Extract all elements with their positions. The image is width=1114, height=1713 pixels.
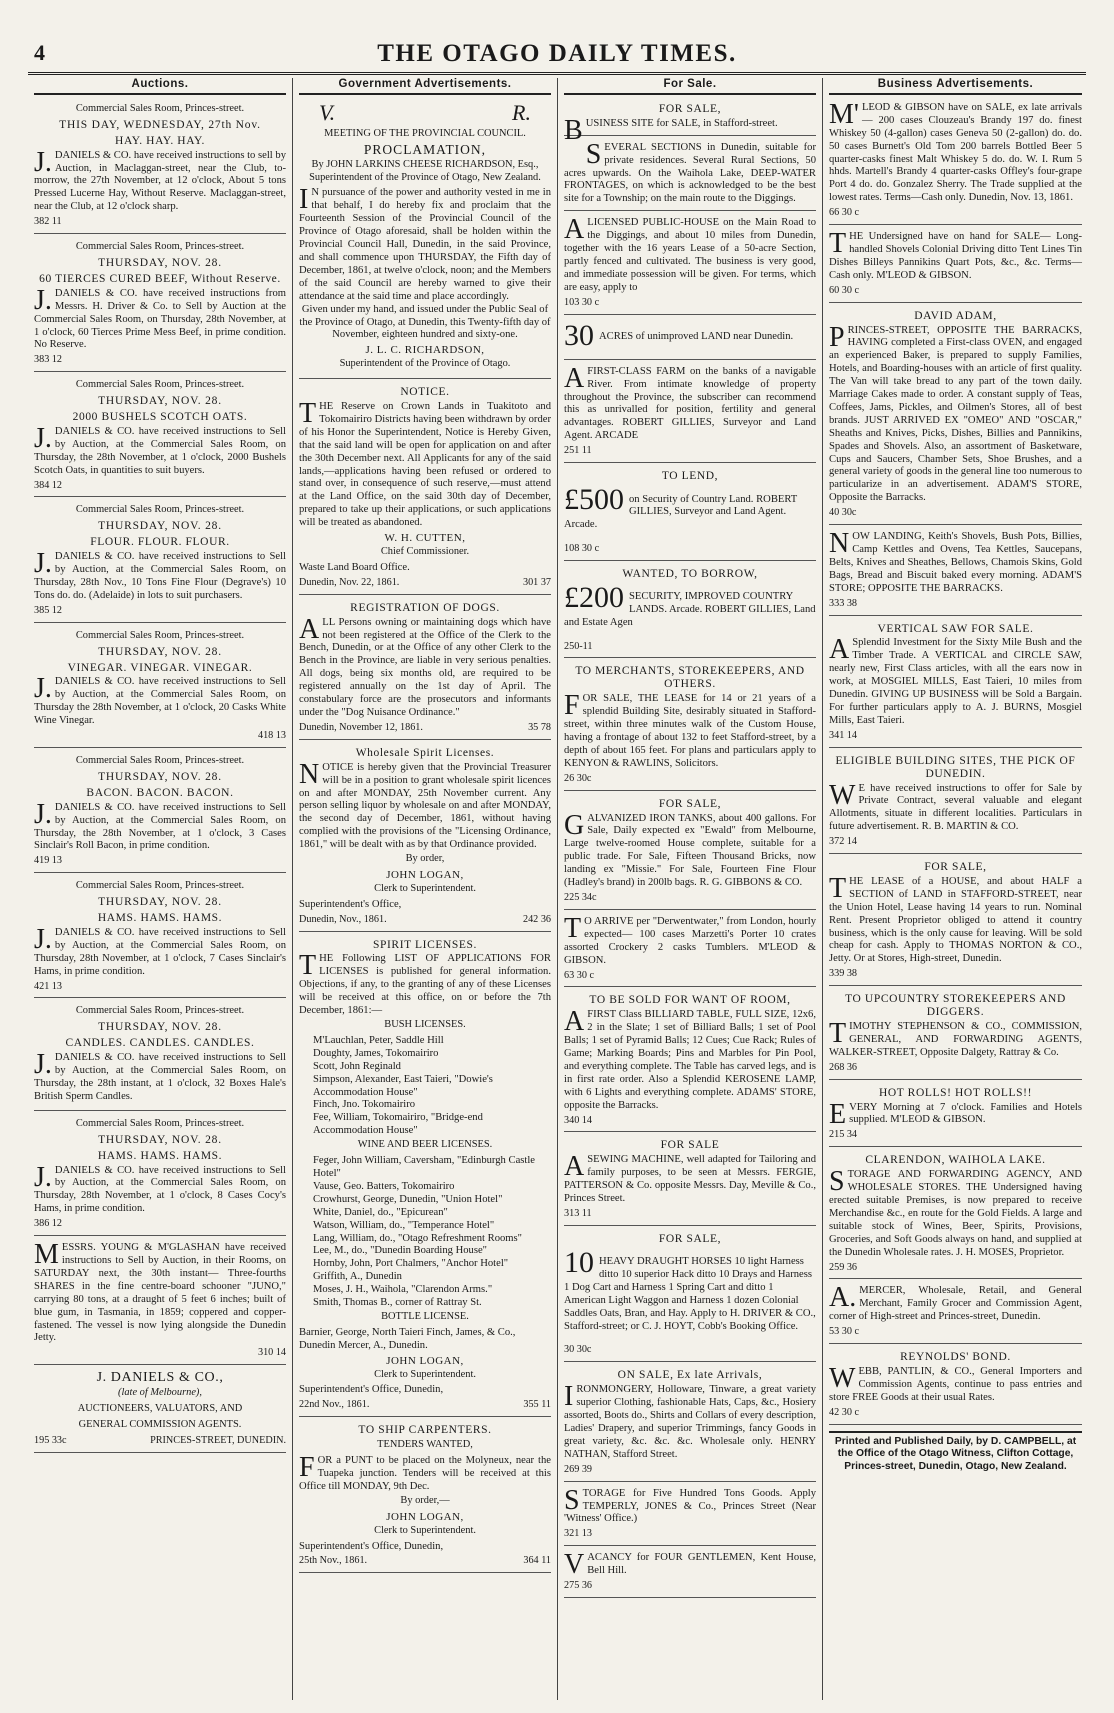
advertisement bbox=[564, 139, 816, 212]
ad-ref: 42 30 c bbox=[829, 1406, 859, 1418]
ad-ref-row bbox=[564, 297, 816, 310]
advertisement bbox=[564, 913, 816, 988]
ad-signature: W. H. CUTTEN, bbox=[384, 532, 466, 545]
ad-title: NOTICE. bbox=[400, 386, 450, 399]
advertisement bbox=[829, 1083, 1082, 1148]
wine-license-item: Griffith, A., Dunedin bbox=[313, 1271, 402, 1283]
advertisement bbox=[829, 99, 1082, 225]
bush-licenses-list bbox=[313, 1035, 551, 1138]
advertisement bbox=[564, 466, 816, 561]
wine-license-item: Moses, J. H., Waihola, "Clarendon Arms." bbox=[313, 1284, 493, 1296]
ad-big-figure: 30 bbox=[564, 318, 594, 352]
advertisement bbox=[829, 528, 1082, 615]
ad-big-figure: £200 bbox=[564, 580, 624, 614]
ad-body: VACANCY for FOUR GENTLEMEN, Kent House, Bell Hill. bbox=[564, 1549, 816, 1581]
ad-date: THURSDAY, NOV. 28. bbox=[98, 256, 222, 269]
ad-line: GENERAL COMMISSION AGENTS. bbox=[78, 1418, 242, 1430]
column-header: For Sale. bbox=[564, 78, 816, 95]
ad-ref-row bbox=[34, 605, 286, 618]
ad-date: THURSDAY, NOV. 28. bbox=[98, 770, 222, 783]
ad-date: THURSDAY, NOV. 28. bbox=[98, 395, 222, 408]
column-header: Auctions. bbox=[34, 78, 286, 95]
ad-ref-row bbox=[34, 216, 286, 229]
ad-title: TO LEND, bbox=[661, 470, 719, 483]
ad-title: ON SALE, Ex late Arrivals, bbox=[617, 1369, 763, 1382]
advertisement bbox=[564, 214, 816, 314]
ad-ref-row bbox=[564, 892, 816, 905]
ad-body: THE Undersigned have on hand for SALE— Long-handled Shovels Colonial Driving ditto Tent Lines Tin Dishes Billeys Pannikins Quart Pots, &c., &c. Terms—Cash only. M'LEOD & GIBSON. bbox=[829, 228, 1082, 281]
ad-signature-title: Clerk to Superintendent. bbox=[374, 882, 476, 894]
ad-big-figure: 10 bbox=[564, 1245, 594, 1279]
ad-ref: 195 33c bbox=[34, 1434, 67, 1446]
ad-body: NOTICE is hereby given that the Provincial Treasurer will be in a position to grant wholesale spirit licences on and after MONDAY, 25th November current. Any person selling liquor by wholesale on and after MONDAY, the second day of December, 1861, without having complied with the provisions of the "Licensing Ordinance, 1861," will be dealt with as by that Ordinance provided. bbox=[299, 758, 551, 851]
ad-ref-row bbox=[829, 507, 1082, 520]
ad-by: By order, bbox=[405, 853, 445, 865]
ad-body: TO ARRIVE per "Derwentwater," from London, hourly expected— 100 cases Marzetti's Porter 10 crates assorted Crockery 2 casks Tumblers. M'LEOD & GIBSON. bbox=[564, 912, 816, 966]
ad-ref-row bbox=[564, 773, 816, 786]
ad-ref: 313 11 bbox=[564, 1208, 592, 1219]
ad-by: By JOHN LARKINS CHEESE RICHARDSON, Esq., Superintendent of the Province of Otago, New Zealand. bbox=[309, 158, 541, 183]
ad-title: REYNOLDS' BOND. bbox=[900, 1351, 1011, 1364]
auction-ad bbox=[34, 1114, 286, 1236]
advertisement bbox=[829, 228, 1082, 303]
ad-body: ASplendid Investment for the Sixty Mile Bush and the Timber Trade. A VERTICAL and CIRCLE SAW, nearly new, First Class articles, with all the ears now in work, at MOSGIEL MILLS, East Taieri, 10 miles from Dunedin. GIVING UP BUSINESS will be Sold a Bargain. For further particulars apply to A. J. BURNS, Mosgiel Mills, East Taieri. bbox=[829, 634, 1082, 726]
ad-body: ASEWING MACHINE, well adapted for Tailoring and family purposes, to be seen at Messrs. FERGIE, PATTERSON & Co. opposite Messrs. Day, Meville & Co., Princes Street. bbox=[564, 1151, 816, 1205]
ad-body: ACRES of unimproved LAND near Dunedin. bbox=[599, 331, 794, 343]
ad-ref-row bbox=[34, 981, 286, 994]
bush-license-item: Simpson, Alexander, East Taieri, "Dowie's Accommodation House" bbox=[313, 1073, 493, 1098]
ad-date: THURSDAY, NOV. 28. bbox=[98, 1133, 222, 1146]
ad-body: J.DANIELS & CO. have received instructions to sell by Auction, in Maclaggan-street, near the Club, to-morrow, the 27th November, at 12 o'clock, About 5 tons Pressed Lucerne Hay, Without Reserve. Maclaggan-street, near the Club, at 12 o'clock sharp. bbox=[34, 146, 286, 213]
ad-body: STORAGE for Five Hundred Tons Goods. Apply TEMPERLY, JONES & Co., Princes Street (Near 'Witness' Office.) bbox=[564, 1484, 816, 1525]
ad-ref: 250-11 bbox=[564, 640, 593, 652]
columns bbox=[28, 78, 1090, 1700]
ad-title: J. DANIELS & CO., bbox=[96, 1370, 224, 1386]
ad-title: SPIRIT LICENSES. bbox=[373, 938, 477, 951]
notice-ad bbox=[299, 382, 551, 595]
ad-ref: 301 37 bbox=[522, 576, 551, 588]
ad-ref: 382 11 bbox=[34, 216, 62, 228]
ad-body: M'LEOD & GIBSON have on SALE, ex late arrivals— 200 cases Clouzeau's Brandy 197 do. finest Whiskey 50 (4-gallon) cases Geneva 50 (2-gallon) do. do. 50 cases Burnett's Old Tom 200 barrels Bottled Beer 5 quarter-casks finest Malt Whiskey 5 do. do. W. I. Rum 5 hhds. Martell's Brandy 4 quarter-casks Offley's four-grape Port 4 do. do. Gonzalez Sherry. The Trade supplied at the lowest rates. Terms—Cash only. Dunedin, Nov. 13, 1861. bbox=[829, 98, 1082, 204]
wine-licenses-title: WINE AND BEER LICENSES. bbox=[357, 1139, 493, 1151]
wine-license-item: Hornby, John, Port Chalmers, "Anchor Hotel" bbox=[313, 1258, 509, 1270]
bush-license-item: Fee, William, Tokomairiro, "Bridge-end Accommodation House" bbox=[313, 1112, 483, 1137]
ad-title: FOR SALE bbox=[660, 1139, 720, 1152]
ad-location: Commercial Sales Room, Princes-street. bbox=[75, 880, 245, 892]
ad-ref: 385 12 bbox=[34, 604, 63, 616]
ad-title: FOR SALE, bbox=[658, 797, 722, 810]
ad-body: THE LEASE of a HOUSE, and about HALF a SECTION of LAND in STAFFORD-STREET, near the Union Hotel, Lease having 14 years to run. Nominal Rent. Present Proprietor obliged to attend it country business, which is the only cause for leaving. Will be sold cheap for cash. Apply to THOMAS NORTON & CO., Jetty. Or at Stores, High-street, Dunedin. bbox=[829, 872, 1082, 965]
ad-ref-row bbox=[564, 641, 816, 654]
ad-council: MEETING OF THE PROVINCIAL COUNCIL. bbox=[324, 127, 526, 139]
ad-body: ALICENSED PUBLIC-HOUSE on the Main Road to the Diggings, and about 10 miles from Dunedin, together with the 16 years Lease of a 50-acre Section, partly fenced and cultivated. The business is very good, and immediate possession will be given. For terms, which are easy, apply to bbox=[564, 214, 816, 293]
ad-title: ELIGIBLE BUILDING SITES, THE PICK OF DUNEDIN. bbox=[835, 754, 1076, 780]
ad-title: 2000 BUSHELS SCOTCH OATS. bbox=[72, 411, 248, 424]
ad-office: Superintendent's Office, Dunedin, bbox=[299, 1540, 444, 1552]
ship-carpenters-ad bbox=[299, 1420, 551, 1573]
auction-ad bbox=[34, 500, 286, 622]
ad-ref: 355 11 bbox=[523, 1399, 551, 1411]
wine-license-item: Lang, William, do., "Otago Refreshment Rooms" bbox=[313, 1232, 522, 1244]
ad-ref-row bbox=[34, 855, 286, 868]
auction-ad bbox=[34, 876, 286, 998]
ad-date: THURSDAY, NOV. 28. bbox=[98, 896, 222, 909]
wine-licenses-list bbox=[313, 1155, 551, 1310]
auction-ad bbox=[34, 626, 286, 748]
column-for-sale bbox=[558, 78, 823, 1700]
wine-license-item: Lee, M., do., "Dunedin Boarding House" bbox=[313, 1245, 488, 1257]
column-header: Government Advertisements. bbox=[299, 78, 551, 95]
ad-body: FOR a PUNT to be placed on the Molyneux, near the Tuapeka junction. Tenders will be received at this Office till MONDAY, 9th Dec. bbox=[299, 1452, 551, 1492]
advertisement bbox=[564, 1485, 816, 1547]
wine-license-item: Feger, John William, Caversham, "Edinburgh Castle Hotel" bbox=[313, 1155, 535, 1179]
ad-ref-row bbox=[564, 970, 816, 983]
ad-big-figure: £500 bbox=[564, 482, 624, 516]
ad-body: BUSINESS SITE for SALE, in Stafford-street. bbox=[564, 114, 778, 146]
ad-ref: 333 38 bbox=[829, 597, 858, 609]
proclamation-ad bbox=[299, 124, 551, 379]
advertisement bbox=[564, 794, 816, 910]
advertisement bbox=[564, 99, 816, 146]
ad-ref: 30 30c bbox=[564, 1344, 592, 1356]
wine-license-item: Vause, Geo. Batters, Tokomairiro bbox=[313, 1180, 455, 1192]
ad-body: J.DANIELS & CO. have received instructions from Messrs. H. Driver & Co. to Sell by Auction at the Commercial Sales Room, on Thursday, 28th November, at 1 o'clock, 60 Tierces Prime Mess Beef, in prime condition. No Reserve. bbox=[34, 284, 286, 351]
ad-date: Dunedin, Nov., 1861. bbox=[299, 913, 387, 925]
ad-ref: 268 36 bbox=[829, 1061, 858, 1073]
ad-body: HEAVY DRAUGHT HORSES 10 light Harness ditto 10 superior Hack ditto 10 Drays and Harness 1 Dog Cart and Harness 1 Spring Cart and ditto 1 American Light Waggon and Harness 1 dozen Colonial Saddles Oats, Bran, and Hay. Apply to H. DRIVER & CO., Stafford-street; or C. J. HOYT, Cobb's Booking Office. bbox=[564, 1256, 816, 1332]
ad-date: THURSDAY, NOV. 28. bbox=[98, 520, 222, 533]
ad-ref: 341 14 bbox=[829, 729, 858, 741]
ad-body: AFIRST-CLASS FARM on the banks of a navigable River. From intimate knowledge of property throughout the Province, the subscriber can recommend this as unrivalled for position, fertility and general advantages. ROBERT GILLIES, Surveyor and Land Agent. ARCADE bbox=[564, 362, 816, 442]
ad-ref: 53 30 c bbox=[829, 1326, 859, 1338]
page-number: 4 bbox=[34, 40, 45, 65]
ad-title: HOT ROLLS! HOT ROLLS!! bbox=[878, 1086, 1032, 1099]
ad-signature: JOHN LOGAN, bbox=[386, 1510, 464, 1523]
ad-location: Commercial Sales Room, Princes-street. bbox=[75, 629, 245, 641]
ad-office: Superintendent's Office, bbox=[299, 898, 402, 910]
ad-body: A.MERCER, Wholesale, Retail, and General Merchant, Family Grocer and Commission Agent, corner of High-street and Princes-street, Dunedin. bbox=[829, 1282, 1082, 1323]
ad-ref-row bbox=[564, 1580, 816, 1593]
ad-ref: 66 30 c bbox=[829, 207, 859, 219]
ad-body: AFIRST Class BILLIARD TABLE, FULL SIZE, 12x6, 2 in the Slate; 1 set of Billiard Balls; 1 set of Pool Balls; 1 set of Pyramid Balls; 12 Cues; Cue Rack; Rules of Game; Marking Boards; Pins and Marbles for Pin Pool, and everything complete. The Table has carved legs, and is in first rate order. Also a Splendid KEROSENE LAMP, with 6 Lights and everything complete. ADAMS' STORE, opposite the Barracks. bbox=[564, 1006, 816, 1111]
ad-title: Wholesale Spirit Licenses. bbox=[355, 746, 495, 759]
ad-signature-title: Superintendent of the Province of Otago. bbox=[339, 358, 511, 370]
ad-body: EVERY Morning at 7 o'clock. Families and Hotels supplied. M'LEOD & GIBSON. bbox=[829, 1098, 1082, 1130]
wine-license-item: Watson, William, do., "Temperance Hotel" bbox=[313, 1219, 495, 1231]
advertisement bbox=[829, 1347, 1082, 1425]
column-business bbox=[823, 78, 1088, 1700]
ad-body: J.DANIELS & CO. have received instructions to Sell by Auction, at the Commercial Sales Room, on Thursday, the 28th November, at 1 o'clock, 3 Cases Sinclair's Roll Bacon, in prime condition. bbox=[34, 798, 286, 852]
wine-license-item: Smith, Thomas B., corner of Rattray St. bbox=[313, 1297, 482, 1309]
ad-ref: 321 13 bbox=[564, 1528, 593, 1540]
ad-ref: 364 11 bbox=[523, 1555, 551, 1567]
ad-title: CLARENDON, WAIHOLA LAKE. bbox=[865, 1154, 1046, 1167]
advertisement bbox=[564, 661, 816, 790]
bush-license-item: Scott, John Reginald bbox=[313, 1060, 401, 1072]
advertisement bbox=[829, 1150, 1082, 1279]
ad-ref-row bbox=[829, 1326, 1082, 1339]
bush-license-item: M'Lauchlan, Peter, Saddle Hill bbox=[313, 1034, 444, 1046]
advertisement bbox=[564, 1549, 816, 1598]
ad-title: FOR SALE, bbox=[924, 861, 987, 874]
wine-license-item: White, Daniel, do., "Epicurean" bbox=[313, 1206, 448, 1218]
ad-ref-row bbox=[34, 730, 286, 743]
ad-location: Commercial Sales Room, Princes-street. bbox=[75, 504, 245, 516]
ad-title: PROCLAMATION, bbox=[363, 141, 487, 157]
ad-body: STORAGE AND FORWARDING AGENCY, AND WHOLESALE STORES. THE Undersigned having erected suitable Premises, is now prepared to receive Merchandise &c., en route for the Gold Fields. A large and suitable stock of Wines, Beer, Spirits, Provisions, Groceries, and Soft Goods always on hand, and supplied at the Dunedin Wholesale rates. J. H. MOSES, Proprietor. bbox=[829, 1166, 1082, 1258]
ad-ref-row bbox=[34, 1218, 286, 1231]
ad-body: J.DANIELS & CO. have received instructions to Sell by Auction, at the Commercial Sales Room, on Thursday, 28th November, at 1 o'clock, 8 Cases Cocy's Hams, in prime condition. bbox=[34, 1161, 286, 1215]
ad-ref: 418 13 bbox=[257, 730, 286, 742]
ad-ref: 340 14 bbox=[564, 1114, 593, 1126]
ad-ref-row bbox=[564, 1344, 816, 1357]
ad-line: AUCTIONEERS, VALUATORS, AND bbox=[77, 1403, 243, 1415]
ad-ref: 383 12 bbox=[34, 354, 63, 366]
ad-ref: 60 30 c bbox=[829, 284, 859, 296]
ad-ref: 386 12 bbox=[34, 1218, 63, 1230]
ad-title: VINEGAR. VINEGAR. VINEGAR. bbox=[67, 661, 253, 674]
ad-ref: 35 78 bbox=[528, 721, 551, 733]
ad-date: Dunedin, Nov. 22, 1861. bbox=[299, 576, 400, 588]
advertisement bbox=[564, 318, 816, 360]
ad-title: HAMS. HAMS. HAMS. bbox=[97, 1149, 223, 1162]
ad-title: TO SHIP CARPENTERS. bbox=[358, 1424, 492, 1437]
column-header: Business Advertisements. bbox=[829, 78, 1082, 95]
crest-letter-v: V. bbox=[319, 99, 336, 125]
ad-title: BACON. BACON. BACON. bbox=[86, 786, 234, 799]
ad-ref-row bbox=[829, 285, 1082, 298]
ad-title: FLOUR. FLOUR. FLOUR. bbox=[90, 536, 230, 549]
ad-ref: 26 30c bbox=[564, 772, 592, 784]
ad-ref: 421 13 bbox=[34, 980, 63, 992]
ad-body: FOR SALE, THE LEASE for 14 or 21 years of a splendid Building Site, desirably situated in Stafford-street, within three minutes walk of the Custom House, having a frontage of about 132 to feet Stafford-street, by a depth of about 165 feet. For plans and particulars apply to KENYON & RAWLINS, Solicitors. bbox=[564, 690, 816, 769]
advertisement bbox=[564, 1365, 816, 1481]
ad-body: J.DANIELS & CO. have received instructions to Sell by Auction, at the Commercial Sales Room, on Thursday, 28th Nov., 10 Tons Fine Flour (Degrave's) 10 Tons do. do. (Adelaide) in lots to suit purchasers. bbox=[34, 548, 286, 601]
ad-ref-row bbox=[34, 480, 286, 493]
ad-body: MESSRS. YOUNG & M'GLASHAN have received instructions to Sell by Auction, in their Rooms, on SATURDAY next, the 30th instant— Three-fourths SHARES in the fine centre-board schooner "JUNO," carrying 80 tons, at a draught of 5 feet 6 inches; built of blue gum, in Tasmania, in 1859; coppered and copper-fastened. The vessel is now lying alongside the Dunedin Jetty. bbox=[34, 1239, 286, 1344]
advertisement bbox=[564, 1229, 816, 1362]
ad-date: THURSDAY, NOV. 28. bbox=[98, 1021, 222, 1034]
ad-ref: 63 30 c bbox=[564, 969, 594, 981]
ad-ref: 225 34c bbox=[564, 891, 597, 903]
advertisement bbox=[564, 990, 816, 1132]
ad-title: FOR SALE, bbox=[658, 102, 722, 115]
ad-ref-row bbox=[829, 207, 1082, 220]
ad-body: THE Reserve on Crown Lands in Tuakitoto and Tokomairiro Districts having been withdrawn by order of his Honor the Superintendent, Notice is Hereby Given, that the said land will be open for application on and after the 30th December next. All Applicants for any of the said lands,—applications having been refused or ordered to stand over, in consequence of such reserve,—must attend at the Land Office, on the said 30th day of December, prepared to take up their applications, or such applications will be treated as abandoned. bbox=[299, 398, 551, 529]
imprint: Printed and Published Daily, by D. CAMPBELL, at the Office of the Otago Witness, Clifton Cottage, Princes-street, Dunedin, Otago, New Zealand. bbox=[829, 1431, 1082, 1475]
bottle-license-title: BOTTLE LICENSE. bbox=[381, 1310, 469, 1322]
ad-title: CANDLES. CANDLES. CANDLES. bbox=[65, 1037, 255, 1050]
ad-body: TIMOTHY STEPHENSON & CO., COMMISSION, GENERAL, AND FORWARDING AGENTS, WALKER-STREET, Opposite Dalgety, Rattray & Co. bbox=[829, 1018, 1082, 1058]
business-ads bbox=[829, 99, 1082, 1425]
ad-ref-row bbox=[829, 1129, 1082, 1142]
auction-ad bbox=[34, 1001, 286, 1110]
ad-given: Given under my hand, and issued under the Public Seal of the Province of Otago, at Dunedin, this Twenty-fifth day of November, eighteen hundred and sixty-one. bbox=[299, 303, 551, 341]
bush-license-item: Finch, Jno. Tokomairiro bbox=[313, 1099, 416, 1111]
ad-ref: 108 30 c bbox=[564, 542, 600, 554]
ad-title: 60 TIERCES CURED BEEF, Without Reserve. bbox=[39, 272, 281, 285]
ad-by: By order,— bbox=[400, 1494, 450, 1506]
bottle-license-list: Barnier, George, North Taieri Finch, James, & Co., Dunedin Mercer, A., Dunedin. bbox=[299, 1326, 516, 1351]
advertisement bbox=[829, 751, 1082, 854]
ad-ref-row bbox=[564, 1464, 816, 1477]
dogs-ad bbox=[299, 598, 551, 740]
ad-title: VERTICAL SAW FOR SALE. bbox=[877, 622, 1034, 635]
advertisement bbox=[829, 1282, 1082, 1344]
wholesale-licenses-ad bbox=[299, 743, 551, 932]
ad-ref-row bbox=[829, 1062, 1082, 1075]
ad-ref: 215 34 bbox=[829, 1129, 858, 1141]
ad-ref: 103 30 c bbox=[564, 296, 600, 308]
wine-license-item: Crowhurst, George, Dunedin, "Union Hotel" bbox=[313, 1193, 503, 1205]
ad-ref: 310 14 bbox=[257, 1347, 286, 1359]
ad-date: THURSDAY, NOV. 28. bbox=[98, 645, 222, 658]
ad-title: DAVID ADAM, bbox=[914, 309, 997, 322]
ad-date: 22nd Nov., 1861. bbox=[299, 1399, 370, 1411]
ad-title: HAY. HAY. HAY. bbox=[115, 134, 205, 147]
auction-ad bbox=[34, 237, 286, 372]
newspaper-title: THE OTAGO DAILY TIMES. bbox=[377, 40, 737, 67]
ad-location: Commercial Sales Room, Princes-street. bbox=[75, 1117, 245, 1129]
ad-office: Waste Land Board Office. bbox=[299, 561, 410, 573]
ad-body: J.DANIELS & CO. have received instructions to Sell by Auction, at the Commercial Sales Room, on Thursday, the 28th November, at 1 o'clock, 2000 Bushels Scotch Oats, in quantities to suit buyers. bbox=[34, 422, 286, 476]
ad-location: Commercial Sales Room, Princes-street. bbox=[75, 102, 245, 114]
ad-location: Commercial Sales Room, Princes-street. bbox=[75, 754, 245, 766]
ad-ref-row bbox=[829, 1262, 1082, 1275]
ad-signature: JOHN LOGAN, bbox=[386, 1354, 464, 1367]
ad-body: ALL Persons owning or maintaining dogs which have not been registered at the Office of the Clerk to the Bench, Dunedin, or at the Office of any other Clerk to the Bench in the Province, are liable in very serious penalties. All dogs, being six months old, are required to be registered annually on the 1st day of April. The constabulary force are the prosecutors and informants under the "Dog Nuisance Ordinance." bbox=[299, 613, 551, 718]
column-auctions bbox=[28, 78, 293, 1700]
ad-title: HAMS. HAMS. HAMS. bbox=[97, 912, 223, 925]
ad-location: Commercial Sales Room, Princes-street. bbox=[75, 241, 245, 253]
advertisement bbox=[564, 363, 816, 463]
ad-signature-title: Chief Commissioner. bbox=[380, 546, 470, 557]
ad-ref: 275 36 bbox=[564, 1580, 593, 1592]
ad-body: IN pursuance of the power and authority vested in me in that behalf, I do hereby fix and proclaim that the Fourteenth Session of the Provincial Council of the Province of Otago aforesaid, shall be holden within the Provincial Council Hall, Dunedin, in the said Province, and shall commence upon THURSDAY, the Fifth day of December, 1861, at twelve o'clock, noon; and the Members of the said Council are hereby warned to give their attendance at the said time and place accordingly. bbox=[299, 184, 551, 302]
ad-signature: J. L. C. RICHARDSON, bbox=[365, 344, 485, 357]
ad-title: TO MERCHANTS, STOREKEEPERS, AND OTHERS. bbox=[575, 665, 805, 691]
ad-ref: 251 11 bbox=[564, 445, 592, 457]
ad-body: J.DANIELS & CO. have received instructions to Sell by Auction, at the Commercial Sales Room, on Thursday, the 28th instant, at 1 o'clock, 32 Boxes Hale's British Sperm Candles. bbox=[34, 1049, 286, 1102]
crest-letter-r: R. bbox=[512, 99, 531, 125]
ad-title: FOR SALE, bbox=[658, 1232, 722, 1245]
ad-date: 25th Nov., 1861. bbox=[299, 1555, 368, 1567]
ad-body: WE have received instructions to offer for Sale by Private Contract, several valuable and elegant Allotments, situate in different localities. Particulars in future advertisement. R. B. MARTIN & CO. bbox=[829, 779, 1082, 833]
ad-date: THIS DAY, WEDNESDAY, 27th Nov. bbox=[59, 118, 261, 131]
ad-date: Dunedin, November 12, 1861. bbox=[299, 721, 423, 733]
ad-location: Commercial Sales Room, Princes-street. bbox=[75, 1005, 245, 1017]
ad-ref-row bbox=[829, 1407, 1082, 1420]
ad-ref-row bbox=[564, 1208, 816, 1221]
ad-ref: 269 39 bbox=[564, 1463, 593, 1475]
auction-ad bbox=[34, 375, 286, 497]
advertisement bbox=[829, 306, 1082, 526]
ad-body: J.DANIELS & CO. have received instructions to Sell by Auction, at the Commercial Sales Room, on Thursday, 28th November, at 1 o'clock, 7 Cases Sinclair's Hams, in prime condition. bbox=[34, 923, 286, 977]
ad-ref-row bbox=[829, 598, 1082, 611]
ad-location: Commercial Sales Room, Princes-street. bbox=[75, 379, 245, 391]
ad-signature-title: Clerk to Superintendent. bbox=[374, 1368, 476, 1380]
ad-ref-row bbox=[564, 445, 816, 458]
ad-body: SEVERAL SECTIONS in Dunedin, suitable for private residences. Several Rural Sections, 50 acres upwards. On the Waihola Lake, DEEP-WATER FRONTAGES, on which is acknowledged to be the best site for a Township; on the main route to the Diggings. bbox=[564, 138, 816, 205]
ad-signature-title: Clerk to Superintendent. bbox=[374, 1524, 476, 1536]
royal-crest bbox=[299, 99, 551, 124]
ad-ref: 40 30c bbox=[829, 507, 857, 519]
ad-title: TO UPCOUNTRY STOREKEEPERS AND DIGGERS. bbox=[845, 993, 1066, 1019]
ad-body: GALVANIZED IRON TANKS, about 400 gallons. For Sale, Daily expected ex "Ewald" from Melbourne, Large twelve-roomed House complete, suitable for a public trade. For Sale, Fifteen Thousand Bricks, now landing ex "Missie." For Sale, Fourteen Fine Flour (Hadley's brand) in 200lb bags. R. G. GIBBONS & CO. bbox=[564, 809, 816, 889]
auction-ad bbox=[34, 751, 286, 873]
ad-office: Superintendent's Office, Dunedin, bbox=[299, 1384, 444, 1396]
ad-ref: 372 14 bbox=[829, 836, 858, 848]
ad-signature: JOHN LOGAN, bbox=[386, 868, 464, 881]
spirit-licenses-ad bbox=[299, 935, 551, 1418]
column-government bbox=[293, 78, 558, 1700]
ad-ref-row bbox=[829, 730, 1082, 743]
ad-ref-row bbox=[564, 543, 816, 556]
ad-ref-row bbox=[564, 1115, 816, 1128]
advertisement bbox=[564, 564, 816, 659]
ad-ref: 384 12 bbox=[34, 479, 63, 491]
ad-ref: 339 38 bbox=[829, 968, 858, 980]
ad-body: IRONMONGERY, Holloware, Tinware, a great variety superior Clothing, fashionable Hats, Caps, &c., Hosiery assorted, Boots do., Shirts and Collars of every description, Ladies' Drapery, and superior Trimmings, fancy Goods in great variety, &c. &c. &c. Wholesale only. HENRY NATHAN, Stafford Street. bbox=[564, 1381, 816, 1460]
bush-license-item: Doughty, James, Tokomairiro bbox=[313, 1047, 439, 1059]
ad-title: TO BE SOLD FOR WANT OF ROOM, bbox=[589, 994, 791, 1007]
advertisement bbox=[829, 857, 1082, 986]
ad-body: NOW LANDING, Keith's Shovels, Bush Pots, Billies, Camp Kettles and Ovens, Tea Kettles, Saucepans, Belts, Knives and Sheathes, Bellows, Chamois Skins, Gold Bags, Bread and Biscuit baked every morning. ADAM'S STORE; OPPOSITE THE BARRACKS. bbox=[829, 528, 1082, 594]
ad-ref: 259 36 bbox=[829, 1261, 858, 1273]
ad-ref-row bbox=[829, 836, 1082, 849]
ad-body: J.DANIELS & CO. have received instructions to Sell by Auction, at the Commercial Sales Room, on Thursday the 28th November, at 1 o'clock, 20 Casks White Wine Vinegar. bbox=[34, 673, 286, 727]
ad-address: PRINCES-STREET, DUNEDIN. bbox=[150, 1434, 286, 1446]
ad-body: THE Following LIST OF APPLICATIONS FOR LICENSES is published for general information. Objections, if any, to the granting of any of these Licenses will be received at this office, on or before the 7th December, 1861:— bbox=[299, 950, 551, 1017]
ad-body: PRINCES-STREET, OPPOSITE THE BARRACKS, HAVING completed a First-class OVEN, and engaged an experienced Baker, is prepared to supply Families, Hotels, and Boarding-houses with an article of first quality. The Van will take bread to any part of the town daily. Marriage Cakes made to order. A constant supply of Teas, Coffees, Jams, Pickles, and Oilmen's Stores, all of best brands. JUST ARRIVED EX "OMEO" AND "OSCAR," Sheaths and Knives, Picks, Dishes, Billies and Pannikins, Spades and Shovels. Also, an assortment of Basketware, Cups and Saucers, Chamber Sets, Shoe Brushes, and a general variety of goods in the general line too numerous to particularize in an advertisement. ADAM'S STORE, Opposite the Barracks. bbox=[829, 321, 1082, 504]
advertisement bbox=[829, 989, 1082, 1079]
daniels-footer-ad bbox=[34, 1368, 286, 1453]
ad-body: SECURITY, IMPROVED COUNTRY LANDS. Arcade. ROBERT GILLIES, Land and Estate Agen bbox=[564, 591, 816, 629]
ad-sub: TENDERS WANTED, bbox=[377, 1439, 473, 1451]
ad-title: REGISTRATION OF DOGS. bbox=[350, 601, 500, 614]
ad-ref-row bbox=[34, 354, 286, 367]
ad-ref: 419 13 bbox=[34, 855, 63, 867]
ad-ref-row bbox=[564, 1528, 816, 1541]
for-sale-ads bbox=[564, 99, 816, 1598]
ad-sub: (late of Melbourne), bbox=[118, 1387, 202, 1399]
auction-ads bbox=[34, 99, 286, 1236]
ad-body: WEBB, PANTLIN, & CO., General Importers and Commission Agents, continue to pass entries and store FREE Goods at their usual Rates. bbox=[829, 1362, 1082, 1403]
masthead bbox=[28, 38, 1086, 75]
ad-body: on Security of Country Land. ROBERT GILLIES, Surveyor and Land Agent. Arcade. bbox=[564, 493, 798, 531]
ad-title: WANTED, TO BORROW, bbox=[622, 567, 758, 580]
ad-ref-row bbox=[829, 968, 1082, 981]
ad-ref: 242 36 bbox=[522, 913, 551, 925]
bush-licenses-title: BUSH LICENSES. bbox=[384, 1019, 466, 1030]
advertisement bbox=[829, 619, 1082, 748]
auction-ad bbox=[34, 99, 286, 234]
advertisement bbox=[564, 1135, 816, 1225]
young-mglashan-ad bbox=[34, 1239, 286, 1365]
